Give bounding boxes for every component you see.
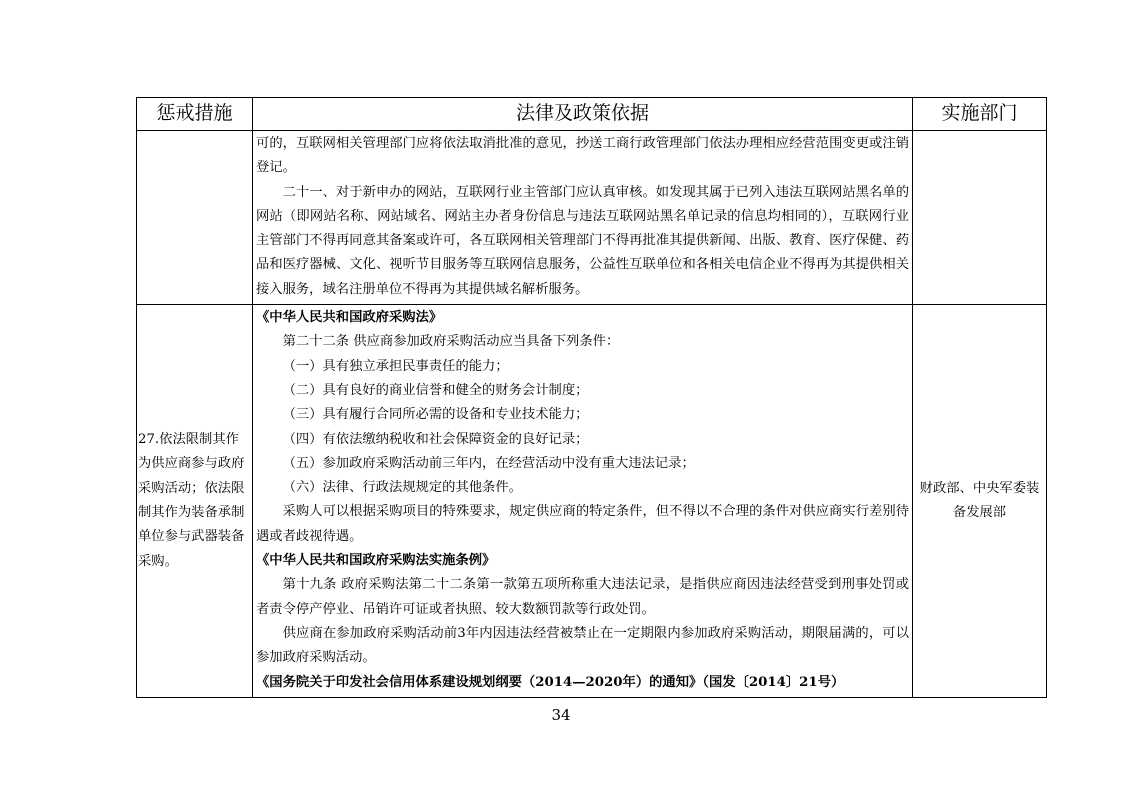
header-measures: 惩戒措施 xyxy=(137,98,253,131)
condition-item: （一）具有独立承担民事责任的能力； xyxy=(282,358,509,374)
legal-basis-cell xyxy=(253,305,913,698)
header-department: 实施部门 xyxy=(913,98,1047,131)
basis-paragraph: 二十一、对于新申办的网站，互联网行业主管部门应认真审核。如发现其属于已列入违法互联网站黑名单的网站（即网站名称、网站域名、网站主办者身份信息与违法互联网站黑名单记录的信息均相同的），互联网行业主管部门不得再同意其备案或许可，各互联网相关管理部门不得再批准其提供新闻、出版、教育、医疗保健、药品和医疗器械、文化、视听节目服务等互联网信息服务，公益性互联单位和各相关电信企业不得再为其提供相关接入服务，域名注册单位不得再为其提供域名解析服务。 xyxy=(256,184,909,297)
condition-item: （二）具有良好的商业信誉和健全的财务会计制度； xyxy=(282,382,589,398)
condition-item: （四）有依法缴纳税收和社会保障资金的良好记录； xyxy=(282,431,589,447)
basis-paragraph: 可的，互联网相关管理部门应将依法取消批准的意见，抄送工商行政管理部门依法办理相应经营范围变更或注销登记。 xyxy=(256,136,909,176)
article-text: 供应商在参加政府采购活动前3年内因违法经营被禁止在一定期限内参加政府采购活动，期限届满的，可以参加政府采购活动。 xyxy=(256,625,909,666)
measure-cell-empty xyxy=(137,131,253,305)
article-text: 第十九条 政府采购法第二十二条第一款第五项所称重大违法记录，是指供应商因违法经营受到刑事处罚或者责令停产停业、吊销许可证或者执照、较大数额罚款等行政处罚。 xyxy=(256,577,909,617)
department-cell xyxy=(913,305,1047,698)
condition-item: （六）法律、行政法规规定的其他条件。 xyxy=(282,480,522,496)
condition-item: （五）参加政府采购活动前三年内，在经营活动中没有重大违法记录； xyxy=(282,455,695,471)
measure-text: 27.依法限制其作为供应商参与政府采购活动；依法限制其作为装备承制单位参与武器装备采购。 xyxy=(138,432,245,569)
article-text: 采购人可以根据采购项目的特殊要求，规定供应商的特定条件，但不得以不合理的条件对供应商实行差别待遇或者歧视待遇。 xyxy=(256,504,909,544)
table-header-row xyxy=(137,98,1047,131)
page-number: 34 xyxy=(551,706,571,724)
legal-basis-cell xyxy=(253,131,913,305)
table-row xyxy=(137,131,1047,305)
article-text: 第二十二条 供应商参加政府采购活动应当具备下列条件： xyxy=(282,334,620,350)
law-title: 《国务院关于印发社会信用体系建设规划纲要（2014—2020年）的通知》（国发〔2014〕21号） xyxy=(256,674,845,690)
condition-item: （三）具有履行合同所必需的设备和专业技术能力； xyxy=(282,407,589,423)
department-text: 财政部、中央军委装备发展部 xyxy=(919,480,1040,520)
department-cell-empty xyxy=(913,131,1047,305)
measure-cell xyxy=(137,305,253,698)
measures-table xyxy=(136,97,1047,698)
law-title: 《中华人民共和国政府采购法实施条例》 xyxy=(256,553,496,569)
table-row xyxy=(137,305,1047,698)
header-legal-basis: 法律及政策依据 xyxy=(253,98,913,131)
law-title: 《中华人民共和国政府采购法》 xyxy=(256,310,443,326)
